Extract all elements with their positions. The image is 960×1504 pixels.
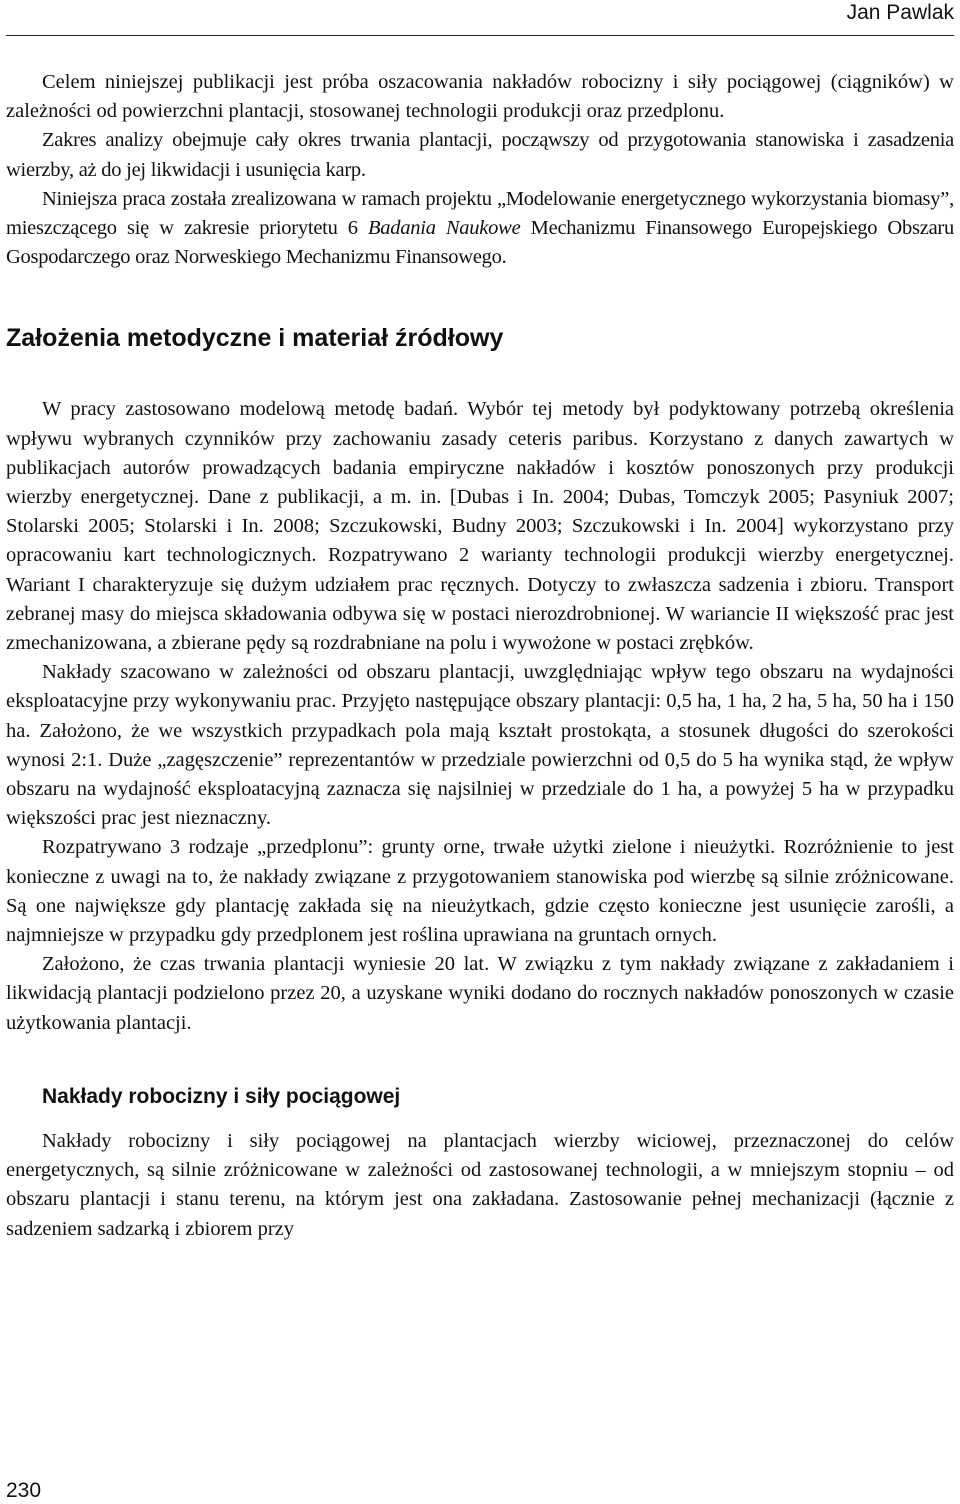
intro-paragraph-2: Zakres analizy obejmuje cały okres trwania plantacji, począwszy od przygotowania stanowiska i zasadzenia wierzby, aż do jej likwidacji i usunięcia karp. — [6, 129, 954, 181]
intro-paragraph-3-text-a: Niniejsza praca została zrealizowana w ramach projektu „Modelowanie energetycznego wykorzystania biomasy”, mieszczącego się w zakresie priorytetu 6 — [6, 187, 954, 240]
priority-name-italic: Badania Naukowe — [367, 217, 521, 240]
section-heading-methodology: Założenia metodyczne i materiał źródłowy — [6, 324, 504, 353]
methodology-paragraph-4: Założono, że czas trwania plantacji wyniesie 20 lat. W związku z tym nakłady związane z zakładaniem i likwidacją plantacji podzielono przez 20, a uzyskane wyniki dodano do rocznych nakładów ponoszonych w czasie użytkowania plantacji. — [6, 953, 954, 1034]
page-body — [6, 68, 954, 1244]
header-rule — [6, 35, 954, 36]
methodology-paragraph-3: Rozpatrywano 3 rodzaje „przedplonu”: grunty orne, trwałe użytki zielone i nieużytki. Rozróżnienie to jest konieczne z uwagi na to, że nakłady związane z przygotowaniem stanowiska pod wierzbę są silnie zróżnicowane. Są one największe gdy plantację zakłada się na nieużytkach, gdzie często konieczne jest usunięcie zarośli, a najmniejsze w przypadku gdy przedplonem jest roślina uprawiana na gruntach ornych. — [6, 836, 954, 947]
running-header-author: Jan Pawlak — [846, 1, 954, 24]
methodology-paragraph-1: W pracy zastosowano modelową metodę badań. Wybór tej metody był podyktowany potrzebą określenia wpływu wybranych czynników przy zachowaniu zasady ceteris paribus. Korzystano z danych zawartych w publikacjach autorów prowadzących badania empiryczne nakładów i kosztów ponoszonych przy produkcji wierzby energetycznej. Dane z publikacji, a m. in. [Dubas i In. 2004; Dubas, Tomczyk 2005; Pasyniuk 2007; Stolarski 2005; Stolarski i In. 2008; Szczukowski, Budny 2003; Szczukowski i In. 2004] wykorzystano przy opracowaniu kart technologicznych. Rozpatrywano 2 warianty technologii produkcji wierzby energetycznej. Wariant I charakteryzuje się dużym udziałem prac ręcznych. Dotyczy to zwłaszcza sadzenia i zbioru. Transport zebranej masy do miejsca składowania odbywa się w postaci nierozdrobnionej. W wariancie II większość prac jest zmechanizowana, a zbierane pędy są rozdrabniane na polu i wywożone w postaci zrębków. — [6, 398, 954, 655]
labour-inputs-paragraph-1: Nakłady robocizny i siły pociągowej na plantacjach wierzby wiciowej, przeznaczonej do celów energetycznych, są silnie zróżnicowane w zależności od zastosowanej technologii, a w mniejszym stopniu – od obszaru plantacji i stanu terenu, na którym jest ona zakładana. Zastosowanie pełnej mechanizacji (łącznie z sadzeniem sadzarką i zbiorem przy — [6, 1129, 954, 1240]
intro-paragraph-3 — [6, 185, 954, 273]
intro-paragraph-1: Celem niniejszej publikacji jest próba oszacowania nakładów robocizny i siły pociągowej (ciągników) w zależności od powierzchni plantacji, stosowanej technologii produkcji oraz przedplonu. — [6, 71, 954, 123]
methodology-paragraph-2: Nakłady szacowano w zależności od obszaru plantacji, uwzględniając wpływ tego obszaru na wydajności eksploatacyjne przy wykonywaniu prac. Przyjęto następujące obszary plantacji: 0,5 ha, 1 ha, 2 ha, 5 ha, 50 ha i 150 ha. Założono, że we wszystkich przypadkach pola mają kształt prostokąta, a stosunek długości do szerokości wynosi 2:1. Duże „zagęszczenie” reprezentantów w przedziale powierzchni od 0,5 do 5 ha wynika stąd, że wpływ obszaru na wydajność eksploatacyjną zaznacza się najsilniej w przedziale do 1 ha, a powyżej 5 ha w przypadku większości prac jest nieznaczny. — [6, 661, 954, 830]
section-heading-labour-inputs: Nakłady robocizny i siły pociągowej — [42, 1084, 401, 1108]
page-number: 230 — [6, 1479, 42, 1502]
intro-paragraph-3-text-b: Mechanizmu Finansowego Europejskiego Obszaru Gospodarczego oraz Norweskiego Mechanizmu Finansowego. — [6, 217, 954, 269]
